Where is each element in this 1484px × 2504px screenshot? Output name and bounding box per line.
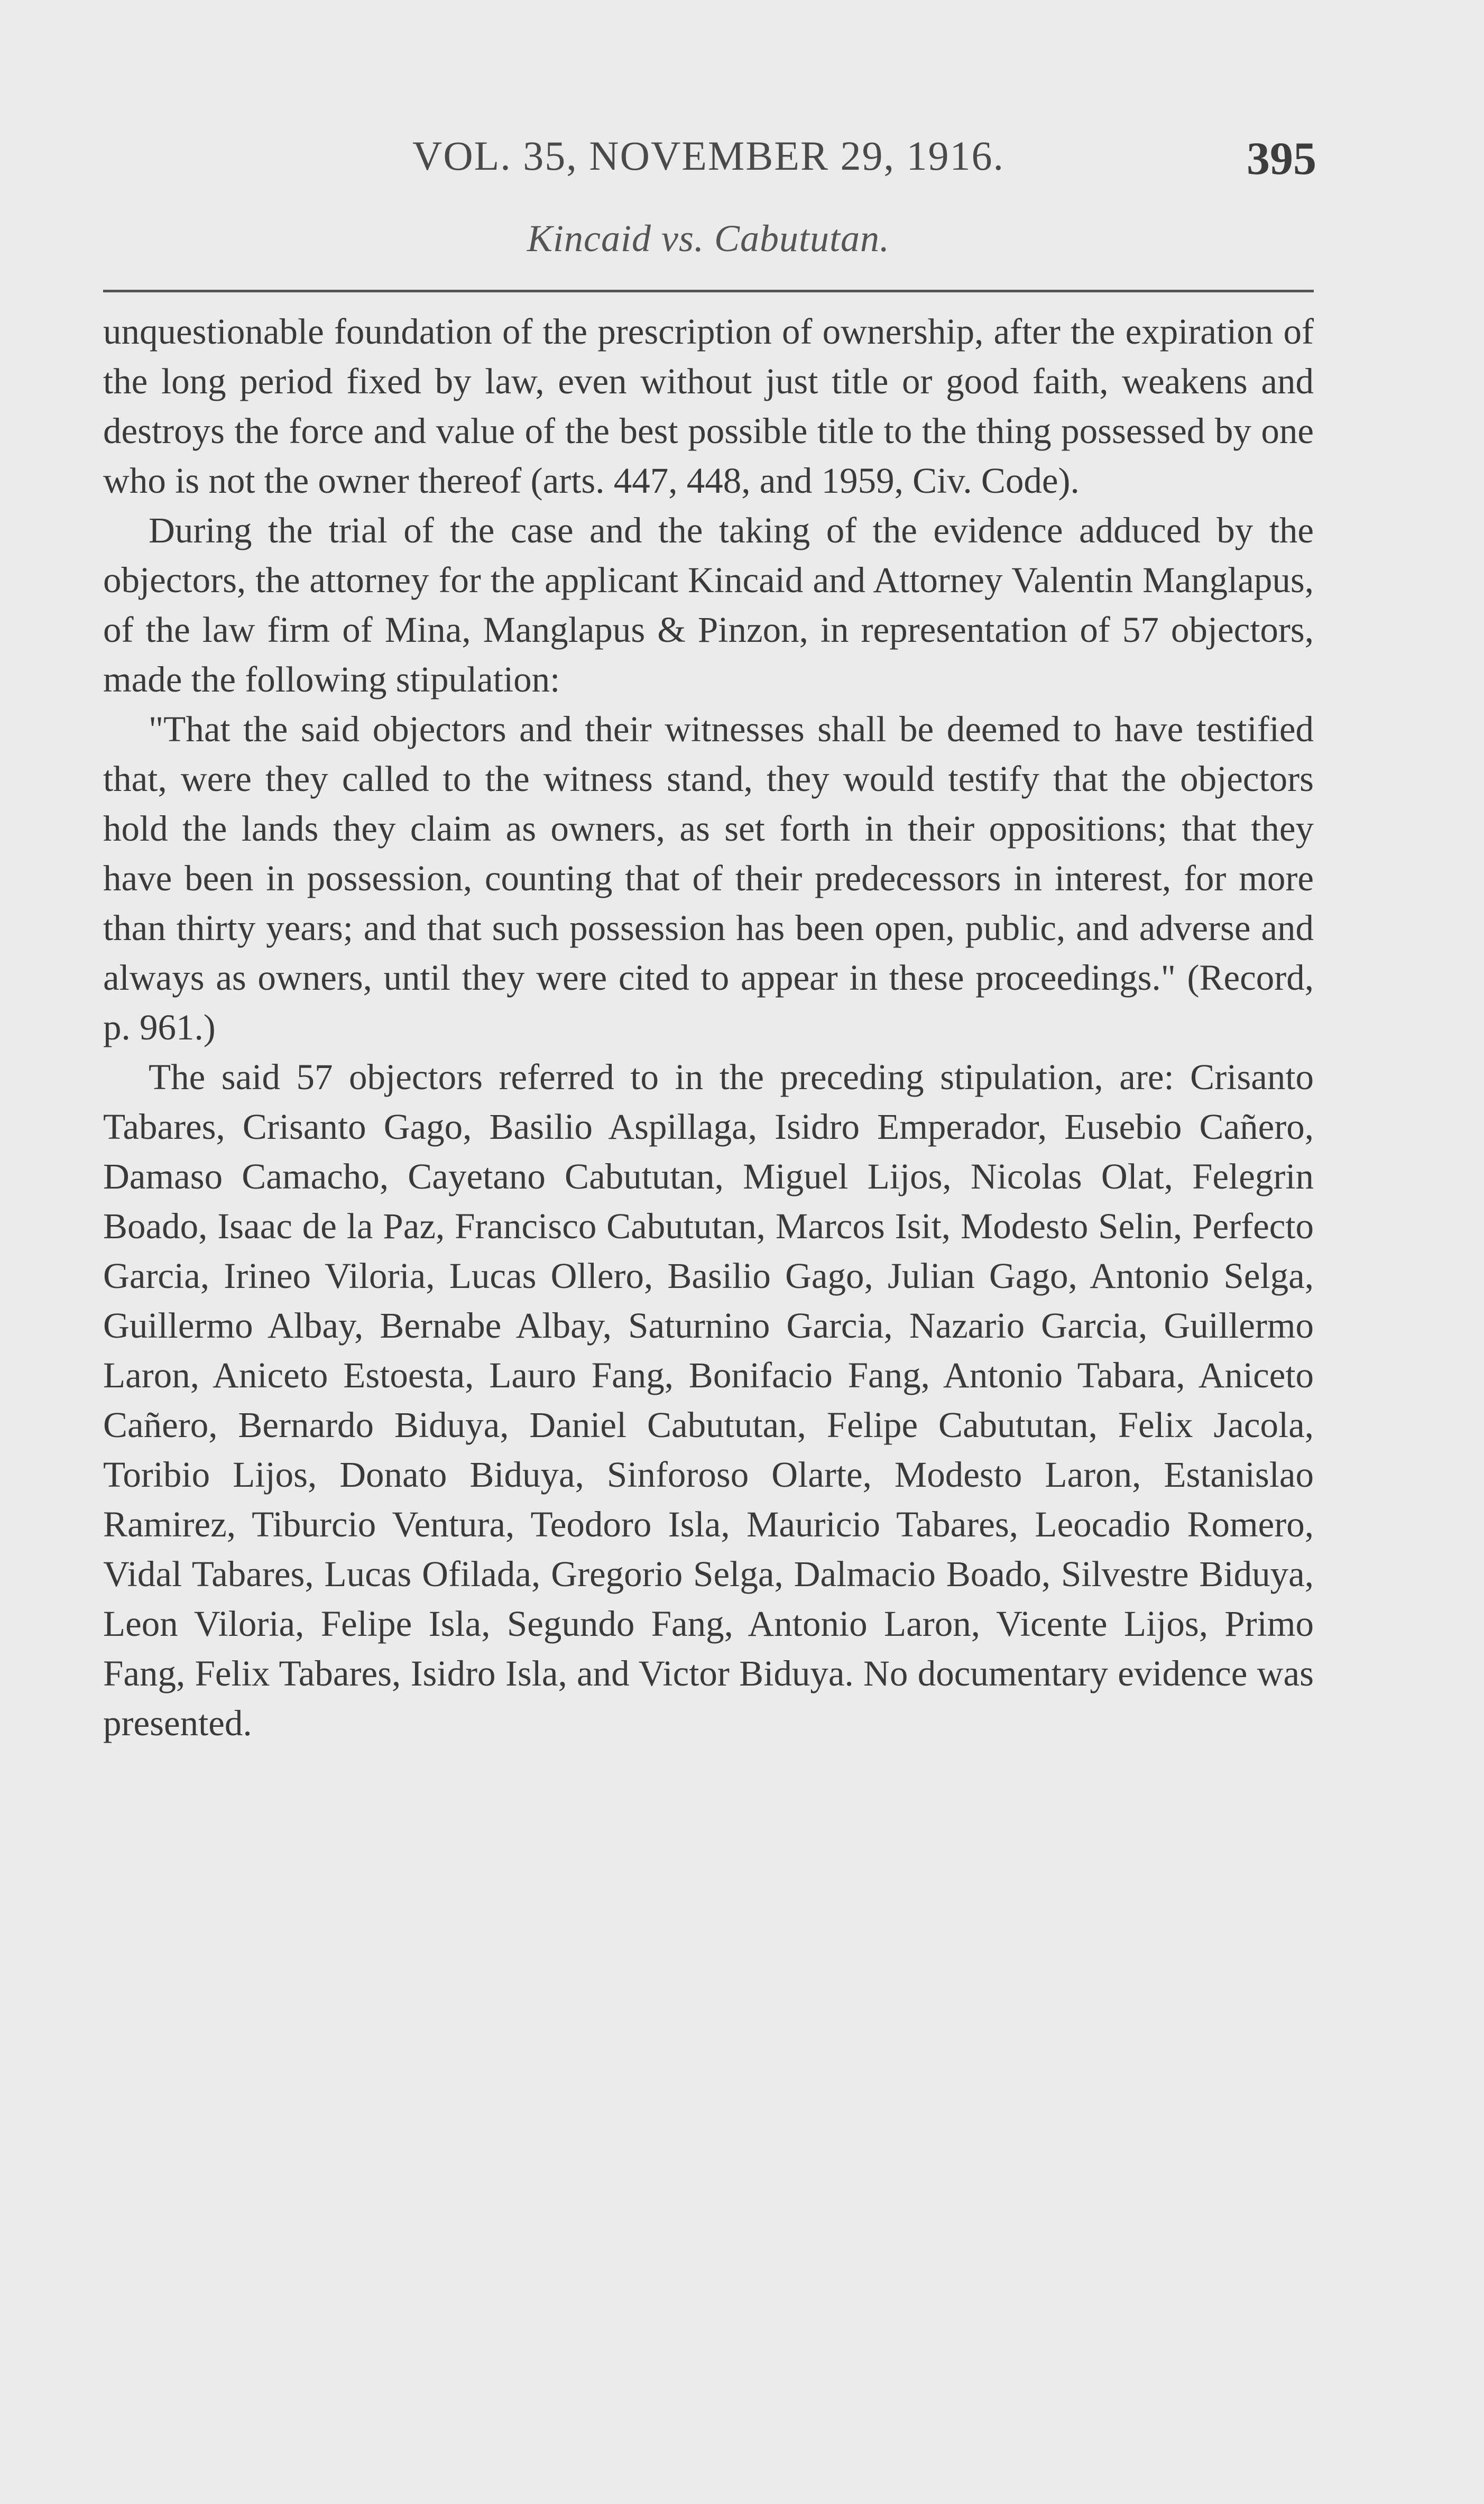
body-text — [103, 307, 1314, 1748]
running-head: VOL. 35, NOVEMBER 29, 1916. — [412, 133, 1004, 179]
paragraph: unquestionable foundation of the prescription of ownership, after the expiration of the long period fixed by law, even without just title or good faith, weakens and destroys the force and value of the best possible title to the thing possessed by one who is not the owner thereof (arts. 447, 448, and 1959, Civ. Code). — [103, 311, 1314, 501]
paragraph: The said 57 objectors referred to in the preceding stipulation, are: Crisanto Tabares, Crisanto Gago, Basilio Aspillaga, Isidro Emperador, Eusebio Cañero, Damaso Camacho, Cayetano Cabututan, Miguel Lijos, Nicolas Olat, Felegrin Boado, Isaac de la Paz, Francisco Cabututan, Marcos Isit, Modesto Selin, Perfecto Garcia, Irineo Viloria, Lucas Ollero, Basilio Gago, Julian Gago, Antonio Selga, Guillermo Albay, Bernabe Albay, Saturnino Garcia, Nazario Garcia, Guillermo Laron, Aniceto Estoesta, Lauro Fang, Bonifacio Fang, Antonio Tabara, Aniceto Cañero, Bernardo Biduya, Daniel Cabututan, Felipe Cabututan, Felix Jacola, Toribio Lijos, Donato Biduya, Sinforoso Olarte, Modesto Laron, Estanislao Ramirez, Tiburcio Ventura, Teodoro Isla, Mauricio Tabares, Leocadio Romero, Vidal Tabares, Lucas Ofilada, Gregorio Selga, Dalmacio Boado, Silvestre Biduya, Leon Viloria, Felipe Isla, Segundo Fang, Antonio Laron, Vicente Lijos, Primo Fang, Felix Tabares, Isidro Isla, and Victor Biduya. No documentary evidence was presented. — [103, 1057, 1314, 1743]
quoted-stipulation: "That the said objectors and their witnesses shall be deemed to have testified that, were they called to the witness stand, they would testify that the objectors hold the lands they claim as owners, as set forth in their oppositions; that they have been in possession, counting that of their predecessors in interest, for more than thirty years; and that such possession has been open, public, and adverse and always as owners, until they were cited to appear in these proceedings." (Record, p. 961.) — [103, 709, 1314, 1047]
header-rule — [103, 290, 1314, 292]
case-title: Kincaid vs. Cabututan. — [527, 217, 890, 260]
page-number: 395 — [1247, 133, 1316, 185]
paragraph: During the trial of the case and the taking of the evidence adduced by the objectors, the attorney for the applicant Kincaid and Attorney Valentin Manglapus, of the law firm of Mina, Manglapus & Pinzon, in representation of 57 objectors, made the following stipulation: — [103, 510, 1314, 699]
page-header — [100, 132, 1316, 201]
